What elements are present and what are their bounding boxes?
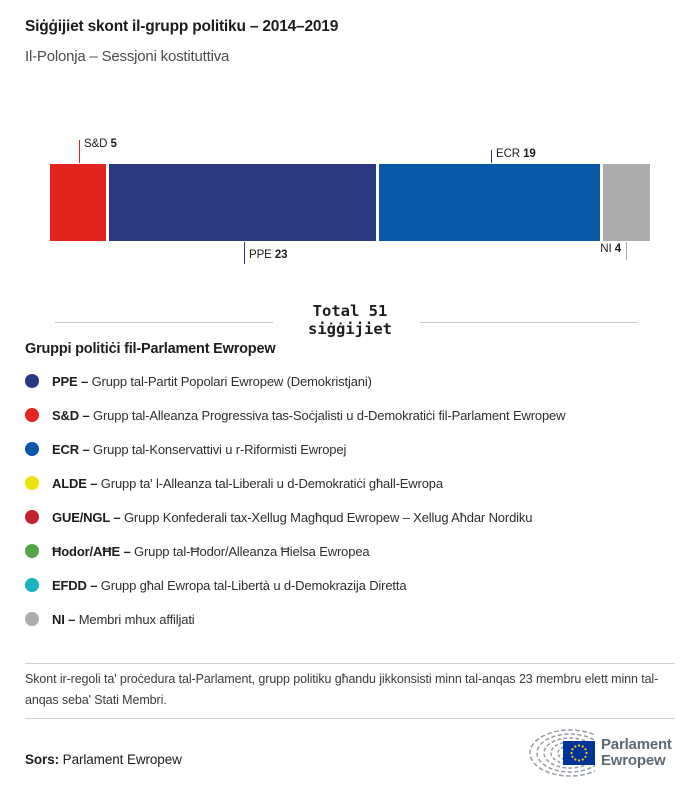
legend-label — [52, 578, 406, 593]
legend-group-desc: Membri mhux affiljati — [78, 611, 195, 627]
seat-chart — [0, 0, 700, 300]
page-title: Siġġijiet skont il-grupp politiku – 2014–2019 — [25, 18, 339, 35]
legend-item-guengl — [25, 500, 690, 534]
footnote: Skont ir-regoli ta' proċedura tal-Parlament, grupp politiku għandu jikkonsisti minn tal-anqas 23 membru elett minn tal-anqas seba' Stati Membri. — [25, 672, 659, 707]
callout-line-sd — [79, 140, 80, 163]
legend-label — [52, 408, 565, 423]
legend-group-abbr: Ħodor/AĦE – — [52, 543, 134, 559]
legend-label — [52, 442, 346, 457]
legend-group-desc: Grupp ta' l-Alleanza tal-Liberali u d-Demokratiċi għall-Ewropa — [100, 475, 443, 491]
page-subtitle: Il-Polonja – Sessjoni kostituttiva — [25, 48, 230, 65]
total-seats-label — [0, 302, 700, 338]
legend-group-desc: Grupp għal Ewropa tal-Libertà u d-Demokrazija Diretta — [100, 577, 407, 593]
legend-group-abbr: S&D – — [52, 407, 94, 423]
footer-divider-bottom — [25, 718, 675, 719]
total-line-1: Total 51 — [312, 302, 388, 320]
callout-seat-count: 19 — [523, 148, 536, 160]
bar-segment-sd — [50, 164, 106, 241]
logo-wordmark — [601, 737, 672, 768]
legend-color-dot-icon — [25, 544, 39, 558]
legend-color-dot-icon — [25, 374, 39, 388]
legend-item-ni — [25, 602, 690, 636]
logo-line-1: Parlament — [601, 736, 672, 753]
callout-seat-count: 4 — [614, 243, 621, 255]
legend-group-abbr: ALDE – — [52, 475, 101, 491]
legend-label — [52, 476, 443, 491]
legend-label — [52, 374, 372, 389]
callout-seat-count: 5 — [110, 138, 117, 150]
legend-color-dot-icon — [25, 578, 39, 592]
legend-heading: Gruppi politiċi fil-Parlament Ewropew — [25, 341, 276, 357]
total-line-2: siġġijiet — [308, 320, 392, 338]
callout-label-ni — [600, 243, 621, 255]
legend-group-desc: Grupp Konfederali tax-Xellug Magħqud Ewropew – Xellug Aħdar Nordiku — [123, 509, 533, 525]
legend-color-dot-icon — [25, 442, 39, 456]
bar-segment-ecr — [379, 164, 600, 241]
bar-segment-ni — [603, 164, 650, 241]
legend-list — [25, 364, 690, 636]
bar-segment-ppe — [109, 164, 377, 241]
logo-line-2: Ewropew — [601, 751, 666, 769]
legend-group-abbr: GUE/NGL – — [52, 509, 124, 525]
legend-item-efdd — [25, 568, 690, 602]
legend-item-ppe — [25, 364, 690, 398]
source-value: Parlament Ewropew — [62, 752, 182, 767]
callout-label-ppe — [249, 249, 287, 261]
legend-item-alde — [25, 466, 690, 500]
source-line — [25, 752, 182, 767]
callout-line-ppe — [244, 242, 245, 264]
legend-item-ħodoraħe — [25, 534, 690, 568]
legend-group-abbr: NI – — [52, 611, 79, 627]
legend-color-dot-icon — [25, 510, 39, 524]
callout-group-abbr: S&D — [84, 138, 111, 150]
legend-group-desc: Grupp tal-Alleanza Progressiva tas-Soċjalisti u d-Demokratiċi fil-Parlament Ewropew — [93, 407, 566, 423]
legend-item-sd — [25, 398, 690, 432]
legend-group-desc: Grupp tal-Ħodor/Alleanza Ħielsa Ewropea — [133, 543, 370, 559]
legend-item-ecr — [25, 432, 690, 466]
total-divider-right — [420, 322, 638, 323]
callout-group-abbr: NI — [600, 243, 615, 255]
callout-line-ecr — [491, 150, 492, 163]
legend-label — [52, 544, 369, 559]
legend-group-desc: Grupp tal-Konservattivi u r-Riformisti Ewropej — [93, 441, 347, 457]
legend-color-dot-icon — [25, 612, 39, 626]
legend-group-abbr: PPE – — [52, 373, 92, 389]
callout-seat-count: 23 — [274, 249, 288, 261]
callout-group-abbr: ECR — [496, 148, 524, 160]
legend-label — [52, 510, 532, 525]
legend-color-dot-icon — [25, 476, 39, 490]
legend-group-abbr: ECR – — [52, 441, 94, 457]
legend-group-abbr: EFDD – — [52, 577, 101, 593]
legend-group-desc: Grupp tal-Partit Popolari Ewropew (Demokristjani) — [91, 373, 372, 389]
legend-color-dot-icon — [25, 408, 39, 422]
legend-label — [52, 612, 195, 627]
callout-label-sd — [84, 138, 117, 150]
callout-group-abbr: PPE — [249, 249, 275, 261]
callout-line-ni — [626, 242, 627, 260]
source-label: Sors: — [25, 752, 60, 767]
callout-label-ecr — [496, 148, 536, 160]
footer-divider-top — [25, 663, 675, 664]
